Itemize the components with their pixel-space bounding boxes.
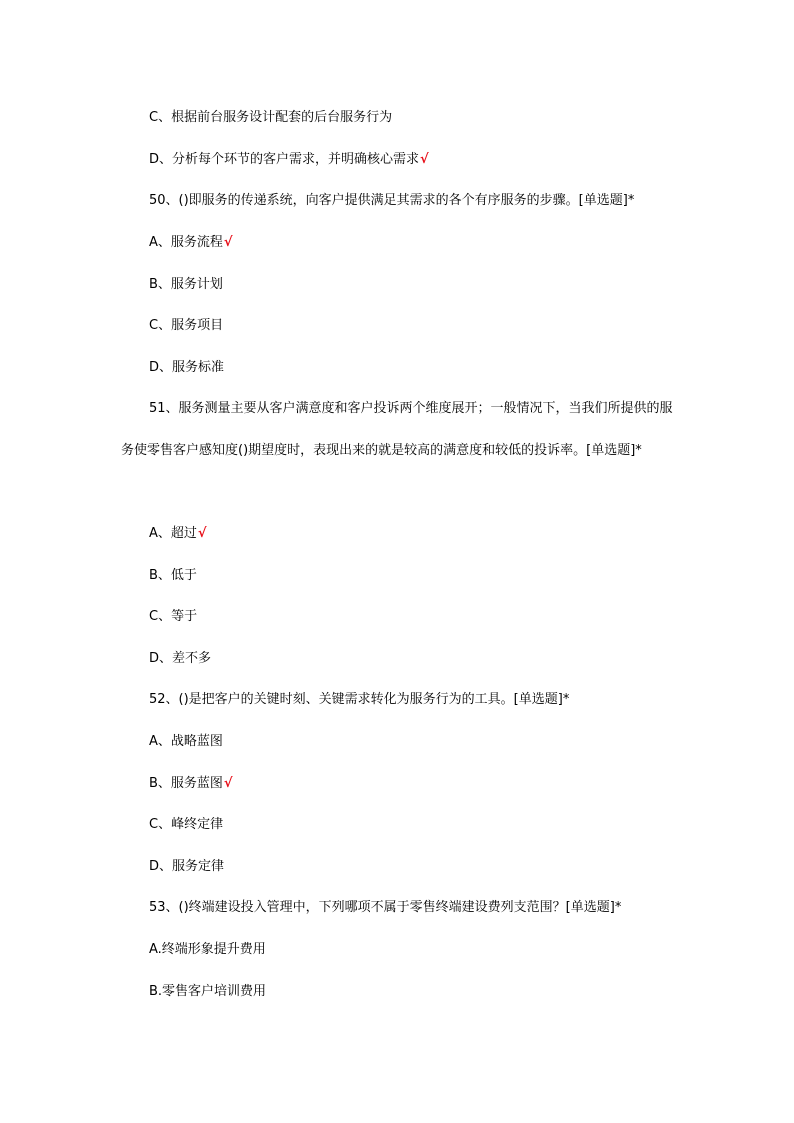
option-text: C、根据前台服务设计配套的后台服务行为 bbox=[149, 110, 393, 125]
option-a-q53 bbox=[149, 941, 266, 959]
option-d-q50 bbox=[149, 359, 224, 377]
option-a-q50 bbox=[149, 234, 233, 252]
option-text: B、低于 bbox=[149, 568, 197, 583]
option-a-q52 bbox=[149, 733, 223, 751]
option-b-q50 bbox=[149, 276, 223, 294]
option-text: A、战略蓝图 bbox=[149, 734, 223, 749]
option-text: A、超过 bbox=[149, 526, 197, 541]
option-text: C、服务项目 bbox=[149, 318, 224, 333]
check-mark-icon: √ bbox=[223, 776, 233, 791]
option-text: C、峰终定律 bbox=[149, 817, 224, 832]
question-text: 50、()即服务的传递系统，向客户提供满足其需求的各个有序服务的步骤。[单选题]* bbox=[149, 193, 635, 208]
option-b-q53 bbox=[149, 983, 266, 1001]
question-text: 51、服务测量主要从客户满意度和客户投诉两个维度展开；一般情况下，当我们所提供的服务使零售客户感知度()期望度时，表现出来的就是较高的满意度和较低的投诉率。[单选题]* bbox=[121, 401, 673, 458]
option-b-q52 bbox=[149, 775, 233, 793]
option-text: A.终端形象提升费用 bbox=[149, 942, 266, 957]
option-c-q50 bbox=[149, 317, 223, 335]
option-text: C、等于 bbox=[149, 609, 198, 624]
option-d-q52 bbox=[149, 858, 224, 876]
check-mark-icon: √ bbox=[223, 235, 233, 250]
option-text: B.零售客户培训费用 bbox=[149, 984, 267, 999]
option-b-q51 bbox=[149, 567, 197, 585]
question-50 bbox=[149, 192, 634, 210]
option-text: D、差不多 bbox=[149, 651, 212, 666]
option-text: D、分析每个环节的客户需求，并明确核心需求 bbox=[149, 152, 420, 167]
option-c-q51 bbox=[149, 608, 197, 626]
option-text: D、服务定律 bbox=[149, 859, 225, 874]
option-c-q49 bbox=[149, 109, 392, 127]
question-text: 52、()是把客户的关键时刻、关键需求转化为服务行为的工具。[单选题]* bbox=[149, 692, 570, 707]
option-text: A、服务流程 bbox=[149, 235, 223, 250]
check-mark-icon: √ bbox=[197, 526, 207, 541]
option-a-q51 bbox=[149, 525, 207, 543]
check-mark-icon: √ bbox=[420, 152, 429, 167]
question-52 bbox=[149, 691, 569, 709]
option-text: B、服务蓝图 bbox=[149, 776, 223, 791]
option-d-q49 bbox=[149, 151, 429, 169]
option-text: D、服务标准 bbox=[149, 360, 225, 375]
option-c-q52 bbox=[149, 816, 223, 834]
question-text: 53、()终端建设投入管理中，下列哪项不属于零售终端建设费列支范围？[单选题]* bbox=[149, 900, 622, 915]
question-53 bbox=[149, 899, 621, 917]
question-51 bbox=[121, 388, 677, 472]
option-text: B、服务计划 bbox=[149, 277, 223, 292]
option-d-q51 bbox=[149, 650, 211, 668]
